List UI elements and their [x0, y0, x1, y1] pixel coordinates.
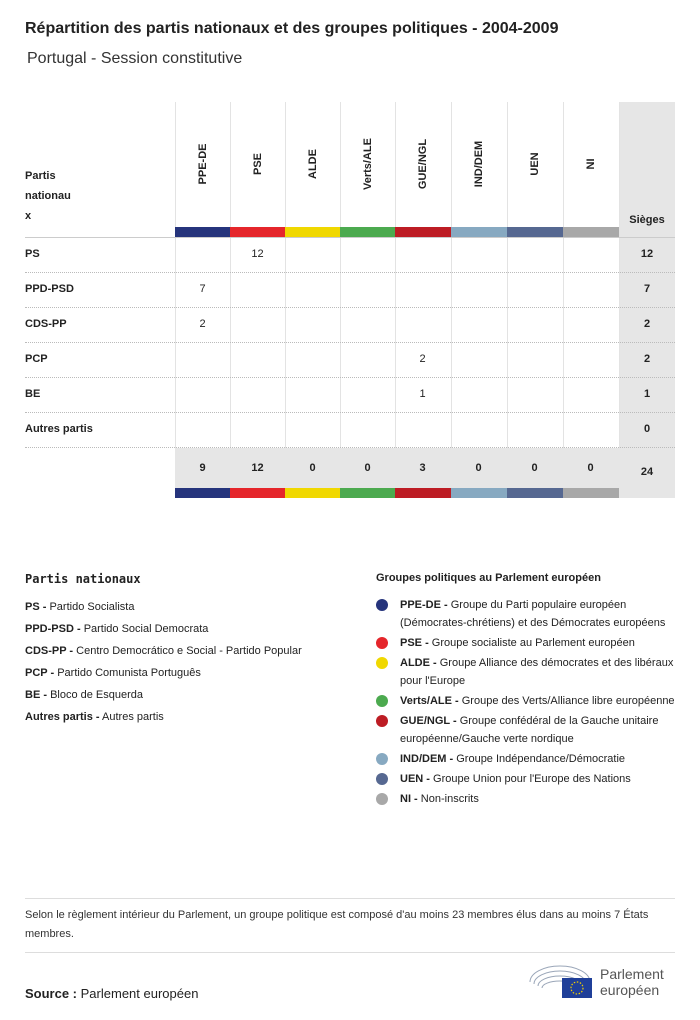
group-legend-item [376, 790, 676, 808]
group-column-header [285, 102, 340, 227]
group-color-bar [395, 227, 451, 237]
party-legend-item [25, 618, 355, 640]
party-code: PCP - [25, 667, 55, 679]
group-column-header [507, 102, 562, 227]
groups-legend-title: Groupes politiques au Parlement européen [376, 572, 601, 584]
row-total: 12 [640, 248, 654, 260]
group-color-bar [175, 488, 230, 498]
group-column-header [230, 102, 285, 227]
party-name: Bloco de Esquerda [50, 689, 144, 701]
group-color-bar [507, 488, 563, 498]
group-color-bar [175, 227, 230, 237]
table-row [25, 307, 675, 342]
seat-cell: 1 [419, 388, 426, 400]
group-code: UEN - [400, 773, 430, 785]
group-color-bar [451, 227, 507, 237]
table-row [25, 272, 675, 307]
page-title: Répartition des partis nationaux et des groupes politiques - 2004-2009 [25, 20, 559, 37]
group-column-header [340, 102, 395, 227]
hemicycle-flag-icon [528, 962, 600, 1002]
group-color-bar [340, 488, 395, 498]
party-label: Autres partis [25, 423, 93, 435]
source-label: Source : [25, 986, 78, 1001]
group-color-bar [285, 488, 340, 498]
group-color-dot-icon [376, 637, 388, 649]
group-legend-item [376, 692, 676, 710]
table-row [25, 412, 675, 447]
group-legend-item [376, 712, 676, 748]
group-column-header [451, 102, 506, 227]
group-name: Groupe du Parti populaire européen (Démocrates-chrétiens) et des Démocrates européens [400, 599, 666, 629]
group-color-dot-icon [376, 695, 388, 707]
group-code: ALDE - [400, 657, 437, 669]
group-code-label: GUE/NGL [416, 138, 429, 190]
seat-cell: 7 [199, 283, 206, 295]
party-label: PPD-PSD [25, 283, 74, 295]
group-column-header [563, 102, 618, 227]
group-name: Groupe socialiste au Parlement européen [431, 637, 635, 649]
group-color-bar [563, 488, 619, 498]
divider [25, 898, 675, 899]
group-color-dot-icon [376, 773, 388, 785]
group-color-dot-icon [376, 599, 388, 611]
party-name: Partido Comunista Português [57, 667, 201, 679]
group-code: NI - [400, 793, 418, 805]
party-legend-item [25, 596, 355, 618]
parliament-logo [528, 962, 678, 1002]
parties-legend [25, 596, 355, 728]
party-label: CDS-PP [25, 318, 67, 330]
group-total: 0 [309, 462, 316, 474]
group-name: Groupe des Verts/Alliance libre européenne [461, 695, 675, 707]
party-name: Autres partis [102, 711, 164, 723]
seats-column-header: Sièges [629, 214, 665, 226]
group-legend-item [376, 770, 676, 788]
group-code: GUE/NGL - [400, 715, 457, 727]
party-code: CDS-PP - [25, 645, 74, 657]
party-code: PPD-PSD - [25, 623, 81, 635]
group-name: Non-inscrits [420, 793, 479, 805]
group-color-bar [563, 227, 619, 237]
page-subtitle: Portugal - Session constitutive [27, 50, 243, 67]
seat-cell: 12 [251, 248, 264, 260]
distribution-table [25, 102, 675, 498]
group-total: 0 [475, 462, 482, 474]
party-label: PS [25, 248, 40, 260]
table-row [25, 377, 675, 412]
group-column-header [395, 102, 450, 227]
row-total: 2 [643, 318, 651, 330]
group-code-label: PSE [251, 152, 264, 176]
party-legend-item [25, 662, 355, 684]
grand-total: 24 [640, 466, 654, 478]
group-code: IND/DEM - [400, 753, 454, 765]
group-code: Verts/ALE - [400, 695, 459, 707]
party-name: Partido Socialista [49, 601, 135, 613]
group-legend-item [376, 654, 676, 690]
party-name: Partido Social Democrata [83, 623, 209, 635]
row-total: 0 [643, 423, 651, 435]
group-color-bar [285, 227, 340, 237]
footnote: Selon le règlement intérieur du Parlement, un groupe politique est composé d'au moins 23 membres élus dans au moins 7 États membres. [25, 909, 649, 940]
group-legend-item [376, 596, 676, 632]
table-row [25, 342, 675, 377]
party-name: Centro Democrático e Social - Partido Popular [76, 645, 302, 657]
row-total: 7 [643, 283, 651, 295]
seat-cell: 2 [419, 353, 426, 365]
group-code: PPE-DE - [400, 599, 448, 611]
group-total: 9 [199, 462, 206, 474]
group-code-label: UEN [528, 152, 541, 176]
group-legend-item [376, 750, 676, 768]
group-name: Groupe Indépendance/Démocratie [456, 753, 626, 765]
party-legend-item [25, 640, 355, 662]
group-color-dot-icon [376, 793, 388, 805]
table-row [25, 237, 675, 272]
group-legend-item [376, 634, 676, 652]
group-color-bar [507, 227, 563, 237]
group-total: 3 [419, 462, 426, 474]
groups-legend [376, 596, 676, 810]
group-column-header [175, 102, 230, 227]
group-color-bar [230, 227, 285, 237]
party-label: PCP [25, 353, 48, 365]
row-total: 1 [643, 388, 651, 400]
party-code: Autres partis - [25, 711, 100, 723]
seat-cell: 2 [199, 318, 206, 330]
group-color-dot-icon [376, 657, 388, 669]
group-color-bar [340, 227, 395, 237]
group-name: Groupe Alliance des démocrates et des libéraux pour l'Europe [400, 657, 674, 687]
group-code-label: IND/DEM [472, 140, 485, 188]
party-code: PS - [25, 601, 47, 613]
group-code-label: Verts/ALE [361, 138, 374, 190]
parties-column-header: Partis nationau x [25, 170, 71, 222]
parties-legend-title: Partis nationaux [25, 572, 141, 586]
group-total: 0 [531, 462, 538, 474]
row-total: 2 [643, 353, 651, 365]
group-color-bar [230, 488, 285, 498]
group-name: Groupe confédéral de la Gauche unitaire européenne/Gauche verte nordique [400, 715, 659, 745]
divider [25, 952, 675, 953]
party-code: BE - [25, 689, 47, 701]
group-name: Groupe Union pour l'Europe des Nations [433, 773, 631, 785]
source-line [25, 986, 198, 1001]
group-color-bar [395, 488, 451, 498]
party-legend-item [25, 706, 355, 728]
group-color-dot-icon [376, 753, 388, 765]
source-value: Parlement européen [80, 986, 199, 1001]
party-label: BE [25, 388, 41, 400]
group-code-label: ALDE [306, 149, 319, 179]
group-code-label: PPE-DE [196, 143, 209, 185]
group-total: 0 [587, 462, 594, 474]
group-color-bar [451, 488, 507, 498]
group-code-label: NI [584, 158, 597, 170]
party-legend-item [25, 684, 355, 706]
group-total: 0 [364, 462, 371, 474]
group-total: 12 [251, 462, 264, 474]
group-code: PSE - [400, 637, 429, 649]
group-color-dot-icon [376, 715, 388, 727]
logo-text: Parlement européen [600, 966, 664, 998]
